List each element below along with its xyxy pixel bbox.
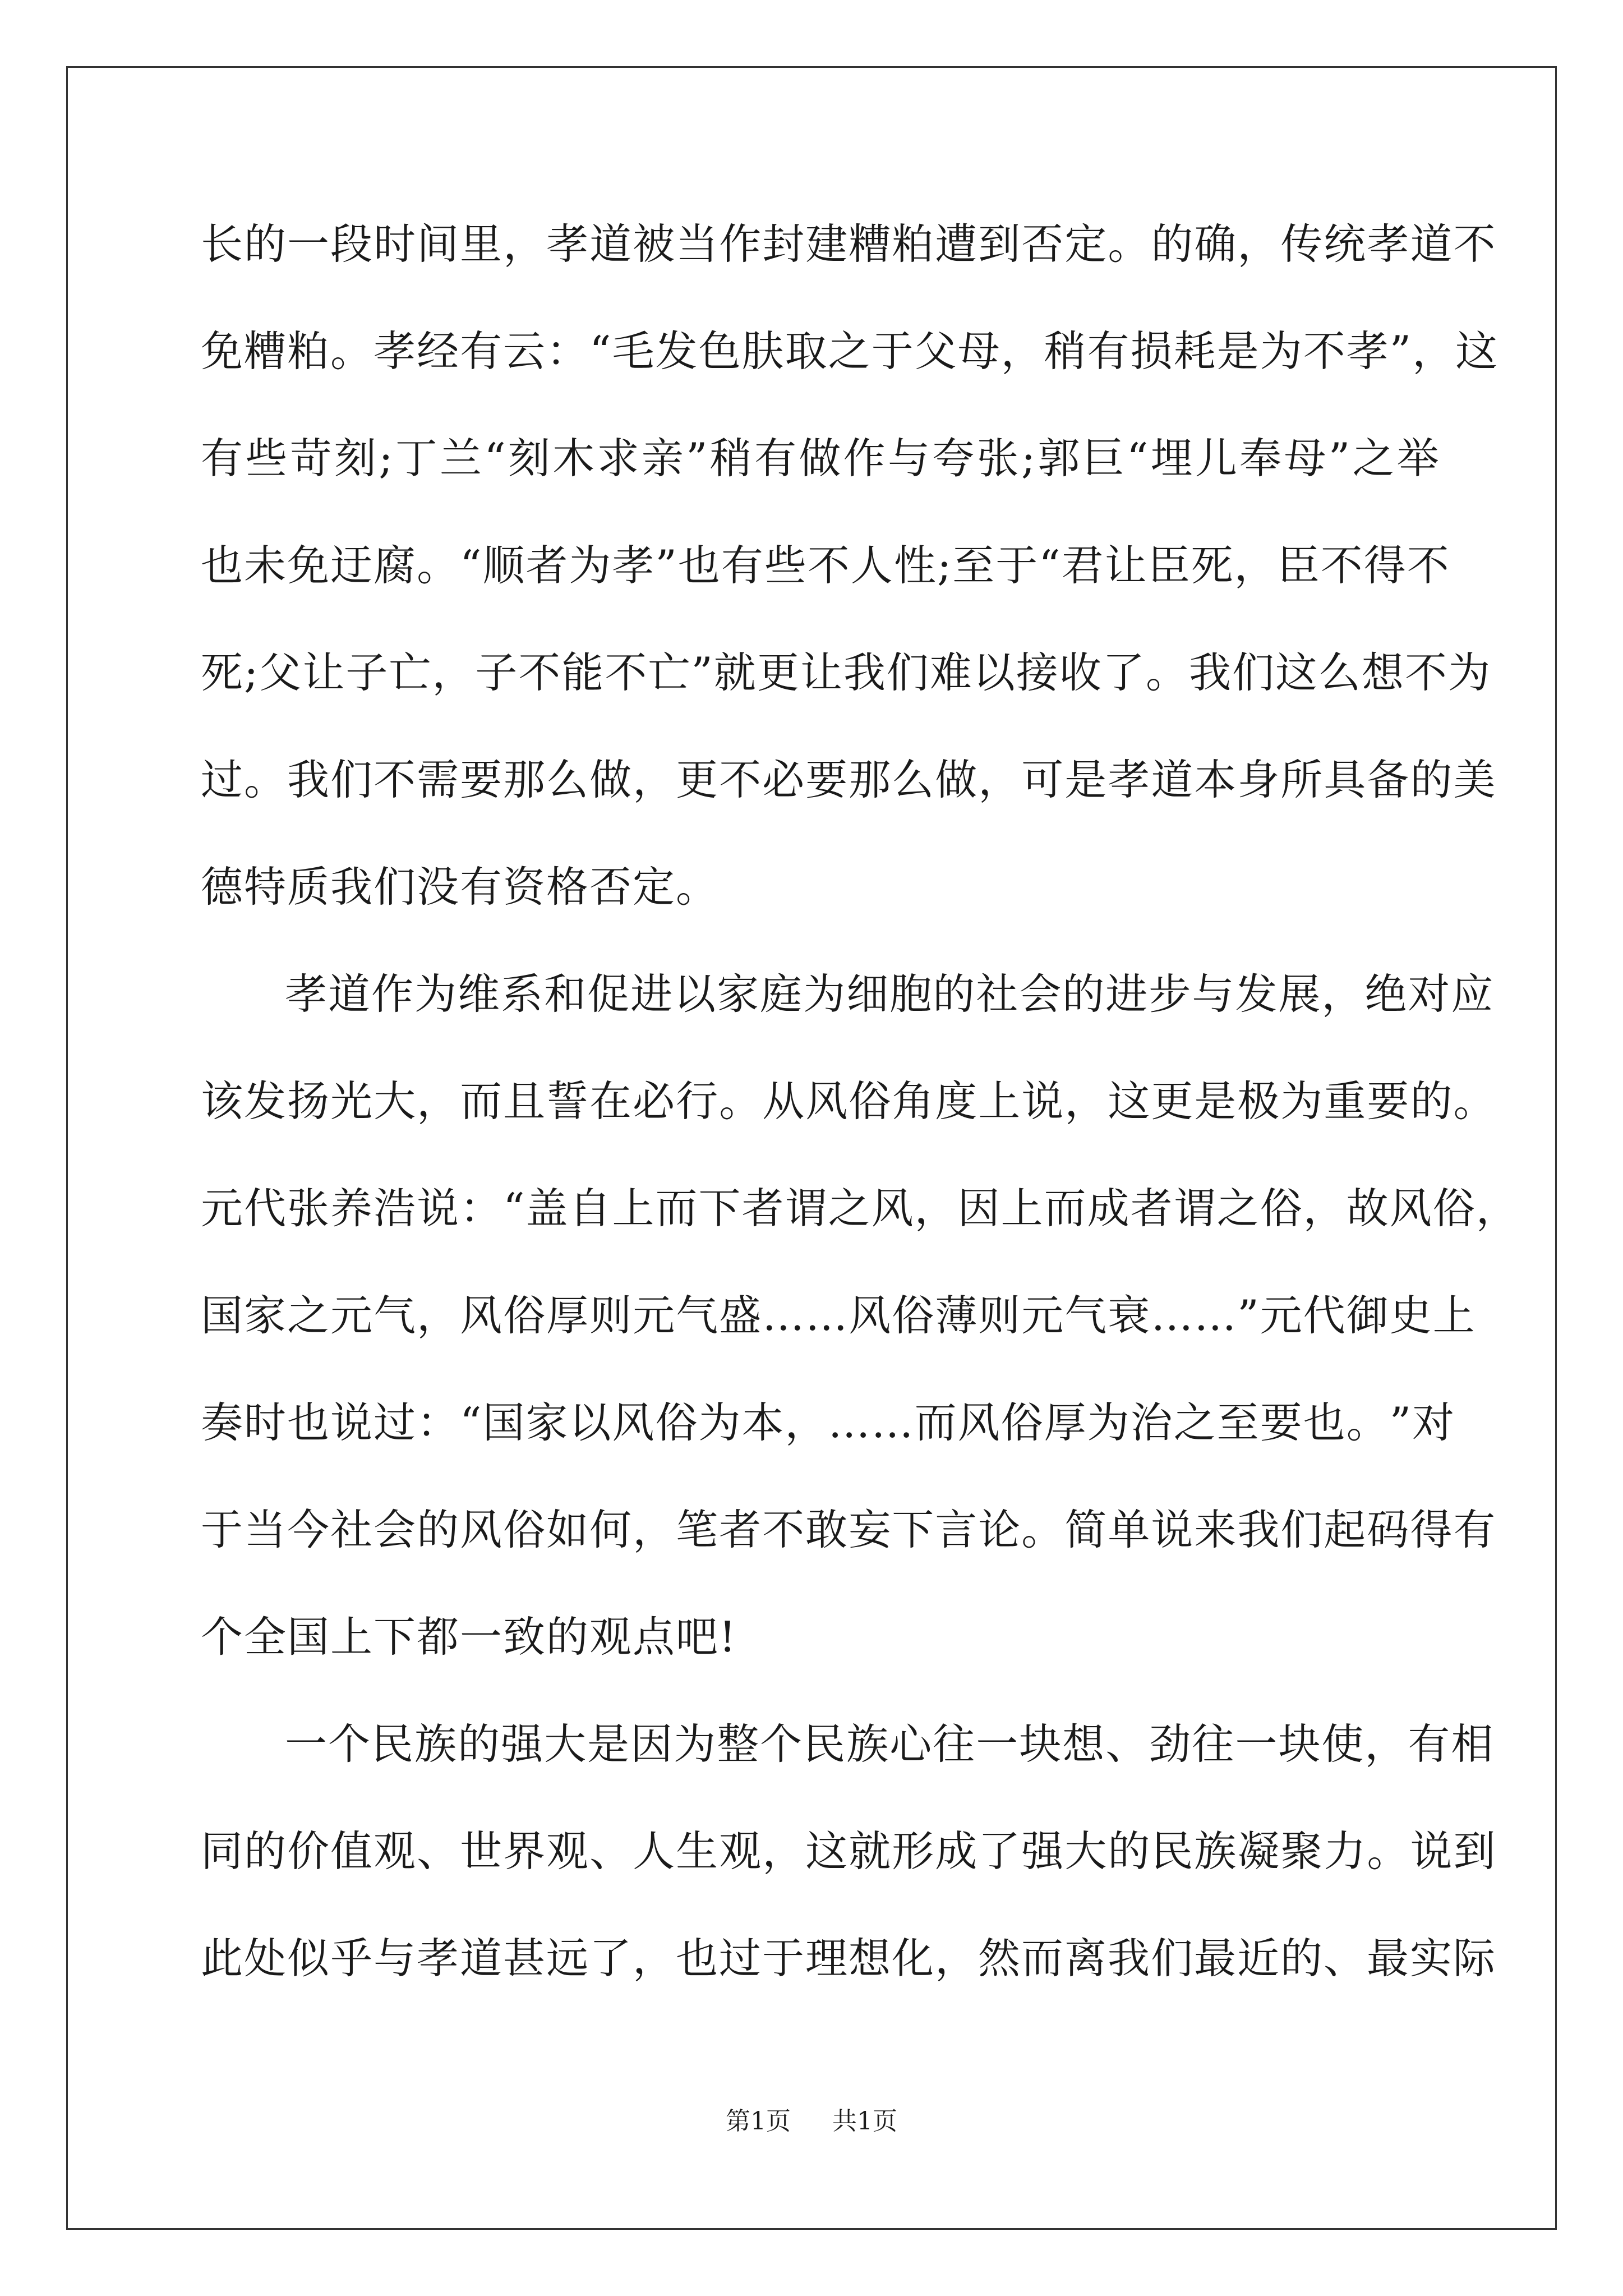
text-line: 该 发 扬 光 大 ， 而 且 誓 在 必 行 。 从 风 俗 角 度 上 说 ， 这 更 是 极 为 重 要 的 。 bbox=[201, 1076, 1497, 1126]
text-line: 国 家 之 元 气 ， 风 俗 厚 则 元 气 盛 … … 风 俗 薄 则 元 气 衰 … … ” 元 代 御 史 上 bbox=[201, 1291, 1476, 1340]
text-line: 长 的 一 段 时 间 里 ， 孝 道 被 当 作 封 建 糟 粕 遭 到 否 定 。 的 确 ， 传 统 孝 道 不 bbox=[201, 219, 1497, 269]
text-line: 免 糟 粕 。 孝 经 有 云 ： “ 毛 发 色 肤 取 之 于 父 母 ， 稍 有 损 耗 是 为 不 孝 ” ， 这 bbox=[201, 326, 1499, 376]
text-line: 元 代 张 养 浩 说 ： “ 盖 自 上 而 下 者 谓 之 风 ， 因 上 而 成 者 谓 之 俗 ， 故 风 俗 ， bbox=[201, 1184, 1519, 1233]
page-footer bbox=[0, 2101, 1623, 2137]
text-line: 同 的 价 值 观 、 世 界 观 、 人 生 观 ， 这 就 形 成 了 强 大 的 民 族 凝 聚 力 。 说 到 bbox=[201, 1826, 1497, 1876]
text-line: 奏 时 也 说 过 ： “ 国 家 以 风 俗 为 本 ， … … 而 风 俗 厚 为 治 之 至 要 也 。 ” 对 bbox=[201, 1398, 1456, 1447]
text-line: 此处似乎与孝道甚远了，也过于理想化，然而离我们最近的、最实际 bbox=[201, 1934, 1497, 1983]
text-line: 个全国上下都一致的观点吧! bbox=[201, 1612, 737, 1662]
paragraph bbox=[201, 191, 1499, 941]
text-line: 也 未 免 迂 腐 。 “ 顺 者 为 孝 ” 也 有 些 不 人 性 ; 至 于 “ 君 让 臣 死 ， 臣 不 得 不 bbox=[201, 541, 1450, 590]
text-line: 于 当 今 社 会 的 风 俗 如 何 ， 笔 者 不 敢 妄 下 言 论 。 简 单 说 来 我 们 起 码 得 有 bbox=[201, 1505, 1497, 1554]
text-line: 有 些 苛 刻 ; 丁 兰 “ 刻 木 求 亲 ” 稍 有 做 作 与 夸 张 ; 郭 巨 “ 埋 儿 奉 母 ” 之 举 bbox=[201, 434, 1440, 483]
text-line: 一 个 民 族 的 强 大 是 因 为 整 个 民 族 心 往 一 块 想 、 劲 往 一 块 使 ， 有 相 bbox=[285, 1719, 1495, 1769]
page-number-current: 第1页 bbox=[726, 2107, 791, 2136]
document-body bbox=[201, 191, 1519, 2012]
page-number-total: 共1页 bbox=[832, 2107, 897, 2136]
text-line: 德特质我们没有资格否定。 bbox=[201, 862, 720, 912]
paragraph bbox=[201, 941, 1519, 1691]
text-line: 过 。 我 们 不 需 要 那 么 做 ， 更 不 必 要 那 么 做 ， 可 是 孝 道 本 身 所 具 备 的 美 bbox=[201, 755, 1497, 804]
text-line: 死 ; 父 让 子 亡 ， 子 不 能 不 亡 ” 就 更 让 我 们 难 以 接 收 了 。 我 们 这 么 想 不 为 bbox=[201, 648, 1492, 697]
text-line: 孝 道 作 为 维 系 和 促 进 以 家 庭 为 细 胞 的 社 会 的 进 步 与 发 展 ， 绝 对 应 bbox=[285, 969, 1495, 1019]
paragraph bbox=[201, 1691, 1497, 2012]
